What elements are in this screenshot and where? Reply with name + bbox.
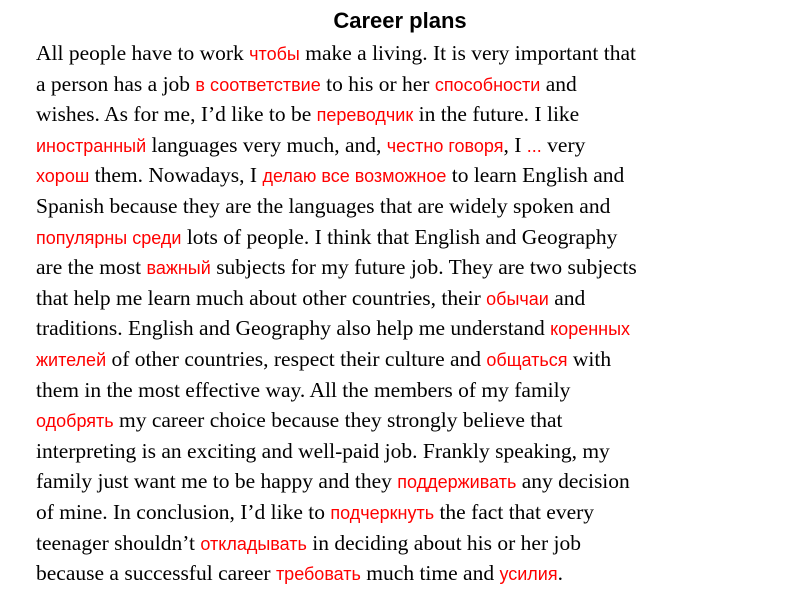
text-segment: All people have to work xyxy=(36,41,250,65)
russian-gloss: поддерживать xyxy=(397,472,517,493)
text-line xyxy=(36,69,776,100)
russian-gloss: в соответствие xyxy=(195,74,321,95)
russian-gloss: хорош xyxy=(36,166,90,187)
text-line xyxy=(36,436,776,467)
russian-gloss: делаю все возможное xyxy=(262,166,447,187)
russian-gloss: усилия xyxy=(499,564,558,585)
russian-gloss: жителей xyxy=(36,349,107,370)
text-segment: subjects for my future job. They are two subjects xyxy=(210,255,637,280)
russian-gloss: откладывать xyxy=(200,533,307,554)
text-line xyxy=(36,528,776,559)
text-segment: teenager shouldn’t xyxy=(36,530,201,555)
russian-gloss: одобрять xyxy=(36,411,114,432)
text-line xyxy=(36,222,776,253)
text-line xyxy=(36,252,776,283)
text-line xyxy=(36,466,776,497)
russian-gloss: коренных xyxy=(550,319,631,340)
text-line xyxy=(36,130,776,161)
text-segment: of other countries, respect their culture and xyxy=(106,346,487,371)
text-segment: them in the most effective way. All the members of my family xyxy=(36,377,571,402)
text-segment: to learn English and xyxy=(446,163,625,188)
text-line xyxy=(36,99,776,130)
text-segment: in the future. I like xyxy=(413,102,580,127)
text-segment: to his or her xyxy=(320,71,435,96)
text-line xyxy=(36,344,776,375)
text-line xyxy=(36,283,776,314)
text-segment: languages very much, and, xyxy=(146,132,387,157)
text-segment: in deciding about his or her job xyxy=(306,530,581,555)
essay-body xyxy=(36,38,776,589)
russian-gloss: важный xyxy=(146,258,211,279)
text-segment: are the most xyxy=(36,255,147,280)
text-segment: much time and xyxy=(360,561,500,586)
text-segment: interpreting is an exciting and well-paid job. Frankly speaking, my xyxy=(36,438,610,463)
russian-gloss: общаться xyxy=(486,349,568,370)
text-segment: the fact that every xyxy=(434,499,595,524)
russian-gloss: обычаи xyxy=(486,288,549,309)
text-line xyxy=(36,38,776,69)
text-segment: traditions. English and Geography also help me understand xyxy=(36,316,551,341)
text-segment: that help me learn much about other countries, their xyxy=(36,285,487,310)
text-segment: with xyxy=(567,346,612,371)
text-line xyxy=(36,191,776,222)
text-line xyxy=(36,375,776,406)
text-line xyxy=(36,558,776,589)
text-segment: them. Nowadays, I xyxy=(89,163,263,188)
russian-gloss: переводчик xyxy=(316,105,414,126)
text-segment: and xyxy=(548,285,586,310)
text-segment: . xyxy=(557,561,563,586)
russian-gloss: иностранный xyxy=(36,135,147,156)
text-segment: lots of people. I think that English and Geography xyxy=(181,224,618,249)
text-segment: my career choice because they strongly believe that xyxy=(113,408,563,433)
text-line xyxy=(36,497,776,528)
text-segment: very xyxy=(541,132,586,157)
text-line xyxy=(36,405,776,436)
russian-gloss: подчеркнуть xyxy=(330,502,435,523)
text-segment: any decision xyxy=(516,469,630,494)
russian-gloss: популярны среди xyxy=(36,227,182,248)
text-segment: and xyxy=(540,71,577,96)
text-segment: make a living. It is very important that xyxy=(299,41,637,65)
text-line xyxy=(36,160,776,191)
text-segment: Spanish because they are the languages that are widely spoken and xyxy=(36,193,611,218)
text-segment: a person has a job xyxy=(36,71,196,96)
text-segment: wishes. As for me, I’d like to be xyxy=(36,102,317,127)
russian-gloss: честно говоря xyxy=(386,135,504,156)
text-segment: family just want me to be happy and they xyxy=(36,469,398,494)
text-segment: because a successful career xyxy=(36,561,276,586)
text-segment: of mine. In conclusion, I’d like to xyxy=(36,499,331,524)
text-line xyxy=(36,313,776,344)
russian-gloss: требовать xyxy=(275,564,361,585)
page-title: Career plans xyxy=(333,8,467,33)
russian-gloss: способности xyxy=(434,74,541,95)
text-segment: , I xyxy=(503,132,527,157)
russian-gloss: ... xyxy=(526,135,542,156)
russian-gloss: чтобы xyxy=(249,44,300,64)
